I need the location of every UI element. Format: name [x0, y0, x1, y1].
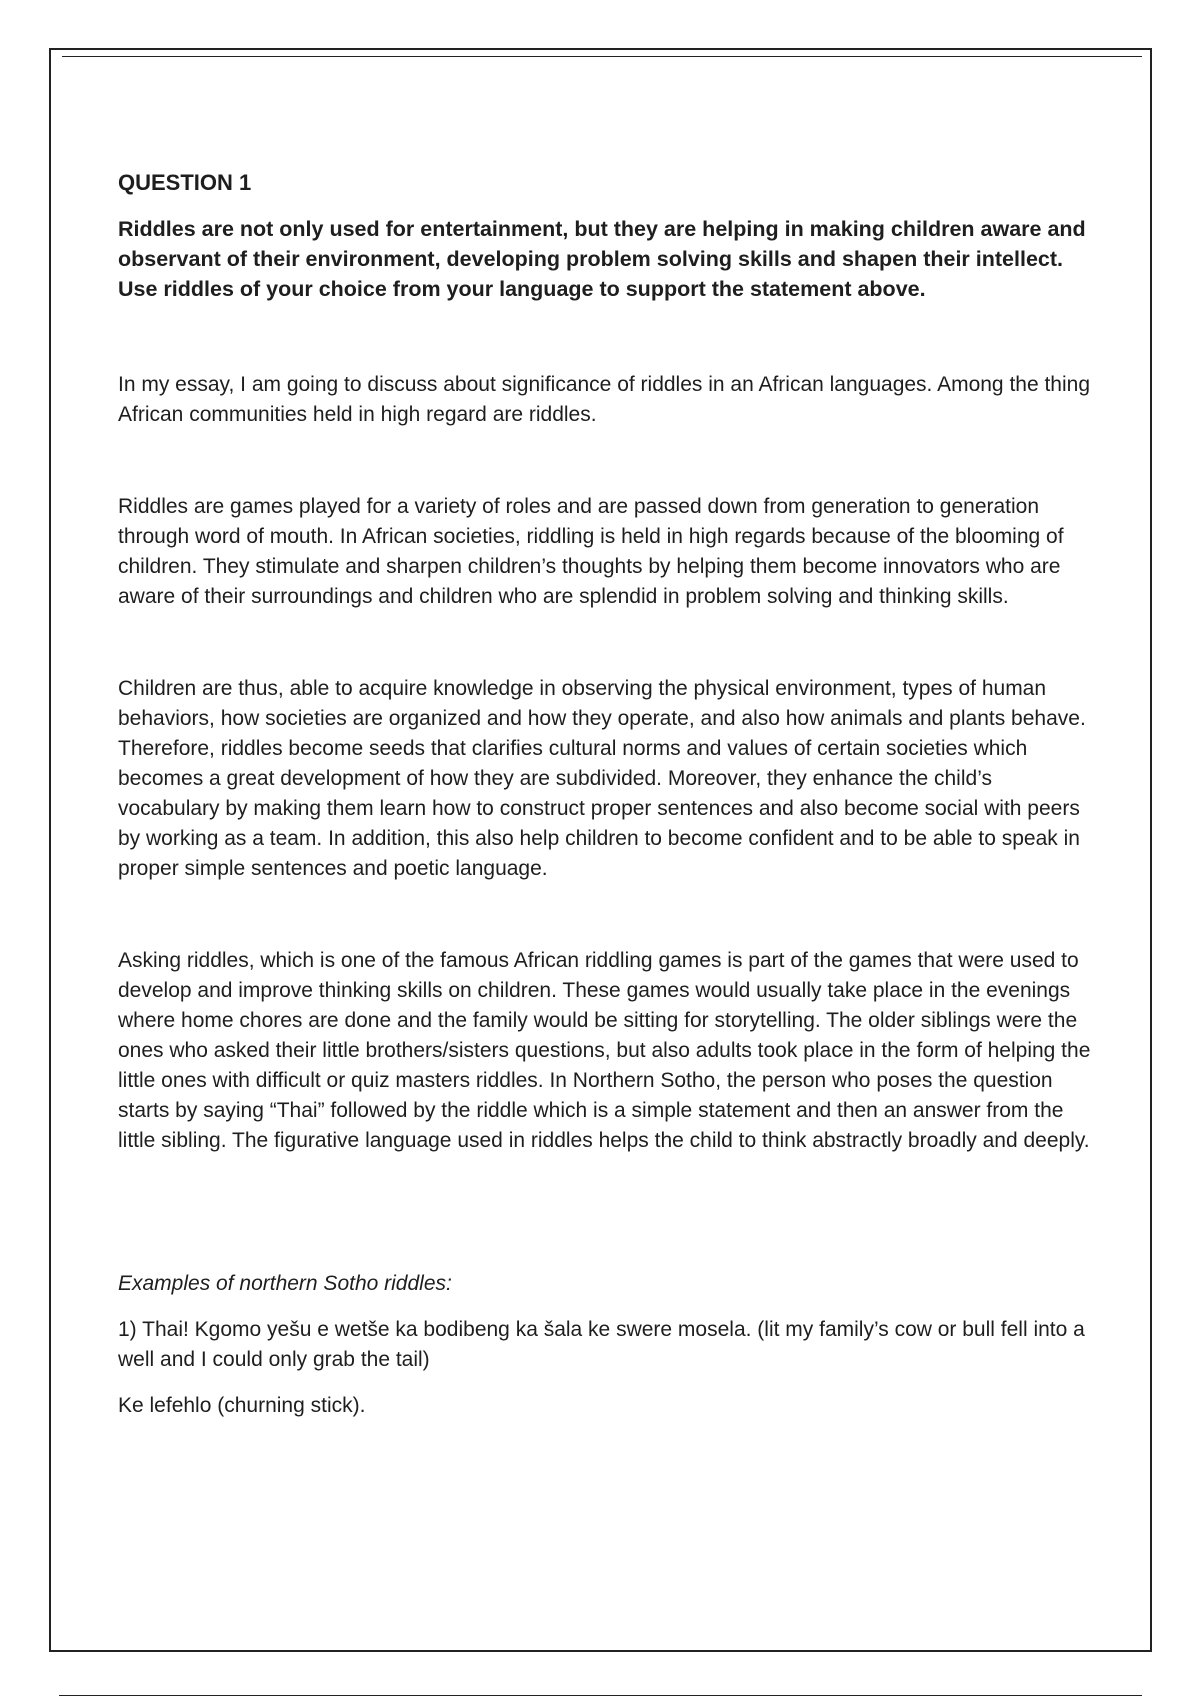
- essay-paragraph-intro: In my essay, I am going to discuss about significance of riddles in an African languages. Among the thing African communities held in high regard are riddles.: [118, 373, 1091, 426]
- riddle-item: 1) Thai! Kgomo yešu e wetše ka bodibeng ka šala ke swere mosela. (lit my family’s cow or bull fell into a well and I could only grab the tail): [118, 1318, 1085, 1371]
- riddle-answer: Ke lefehlo (churning stick).: [118, 1394, 366, 1417]
- top-rule: [62, 56, 1142, 57]
- question-prompt: Riddles are not only used for entertainment, but they are helping in making children aware and observant of their environment, developing problem solving skills and shapen their intellect. Use riddles of your choice from your language to support the statement above.: [118, 217, 1086, 301]
- bottom-rule: [59, 1695, 1142, 1696]
- essay-paragraph-knowledge: Children are thus, able to acquire knowledge in observing the physical environment, types of human behaviors, how societies are organized and how they operate, and also how animals and plants behave. Therefore, riddles become seeds that clarifies cultural norms and values of certain societies which becomes a great development of how they are subdivided. Moreover, they enhance the child’s vocabulary by making them learn how to construct proper sentences and also become social with peers by working as a team. In addition, this also help children to become confident and to be able to speak in proper simple sentences and poetic language.: [118, 677, 1086, 880]
- essay-paragraph-definition: Riddles are games played for a variety of roles and are passed down from generation to generation through word of mouth. In African societies, riddling is held in high regards because of the blooming of children. They stimulate and sharpen children’s thoughts by helping them become innovators who are aware of their surroundings and children who are splendid in problem solving and thinking skills.: [118, 495, 1064, 608]
- question-title: QUESTION 1: [118, 170, 252, 195]
- examples-heading: Examples of northern Sotho riddles:: [118, 1272, 452, 1295]
- essay-paragraph-games: Asking riddles, which is one of the famous African riddling games is part of the games that were used to develop and improve thinking skills on children. These games would usually take place in the evenings where home chores are done and the family would be sitting for storytelling. The older siblings were the ones who asked their little brothers/sisters questions, but also adults took place in the form of helping the little ones with difficult or quiz masters riddles. In Northern Sotho, the person who poses the question starts by saying “Thai” followed by the riddle which is a simple statement and then an answer from the little sibling. The figurative language used in riddles helps the child to think abstractly broadly and deeply.: [118, 949, 1091, 1152]
- document-body: [118, 168, 1098, 1421]
